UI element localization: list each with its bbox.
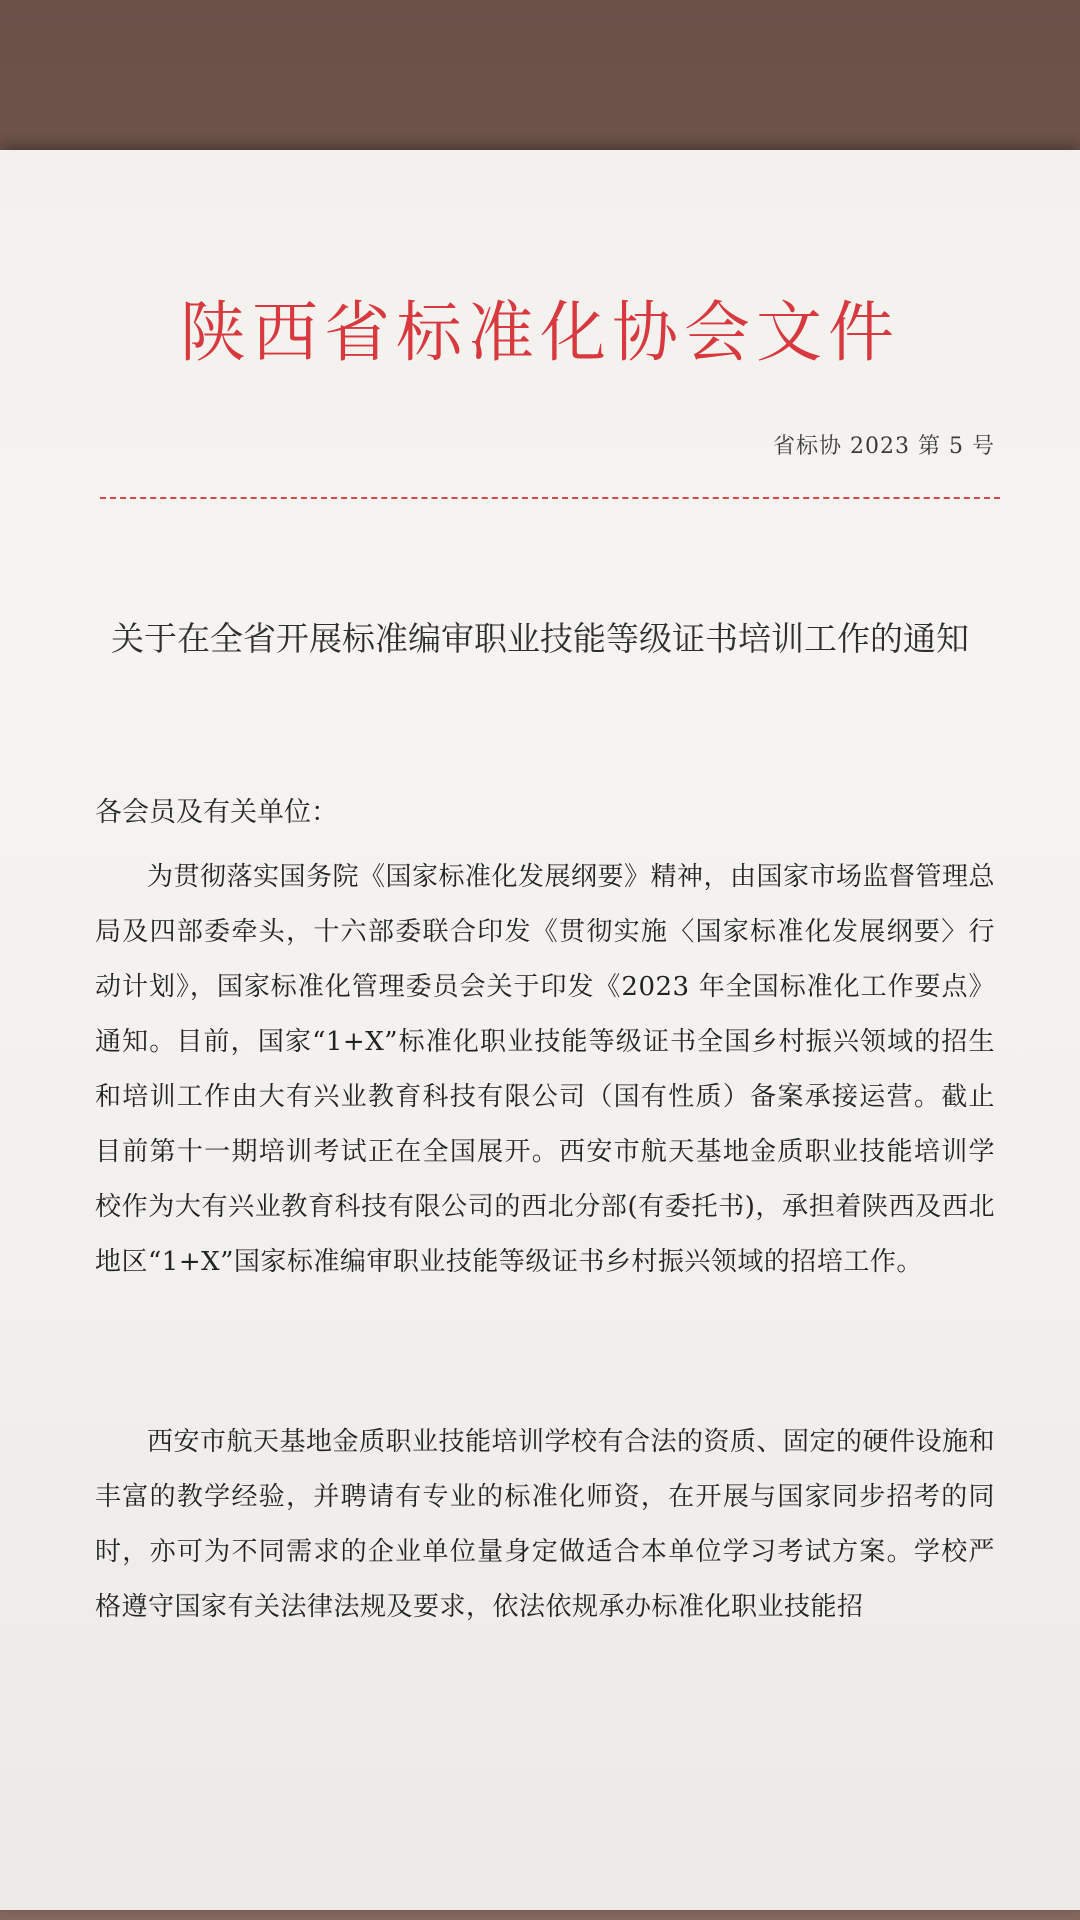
body-paragraph-1: 为贯彻落实国务院《国家标准化发展纲要》精神，由国家市场监督管理总局及四部委牵头，十六部委联合印发《贯彻实施〈国家标准化发展纲要〉行动计划》，国家标准化管理委员会关于印发《2023 年全国标准化工作要点》通知。目前，国家“1+X”标准化职业技能等级证书全国乡村振兴领域的招生和培训工作由大有兴业教育科技有限公司（国有性质）备案承接运营。截止目前第十一期培训考试正在全国展开。西安市航天基地金质职业技能培训学校作为大有兴业教育科技有限公司的西北分部(有委托书)，承担着陕西及西北地区“1+X”国家标准编审职业技能等级证书乡村振兴领域的招培工作。 — [95, 862, 996, 1277]
body-paragraph-2: 西安市航天基地金质职业技能培训学校有合法的资质、固定的硬件设施和丰富的教学经验，并聘请有专业的标准化师资，在开展与国家同步招考的同时，亦可为不同需求的企业单位量身定做适合本单位学习考试方案。学校严格遵守国家有关法律法规及要求，依法依规承办标准化职业技能招 — [95, 1427, 996, 1622]
document-page — [0, 150, 1080, 1910]
org-header: 陕西省标准化协会文件 — [180, 294, 900, 371]
red-divider — [100, 497, 1000, 499]
addressee: 各会员及有关单位： — [95, 797, 338, 828]
doc-number: 省标协 2023 第 5 号 — [773, 434, 995, 459]
notice-title: 关于在全省开展标准编审职业技能等级证书培训工作的通知 — [111, 619, 969, 658]
